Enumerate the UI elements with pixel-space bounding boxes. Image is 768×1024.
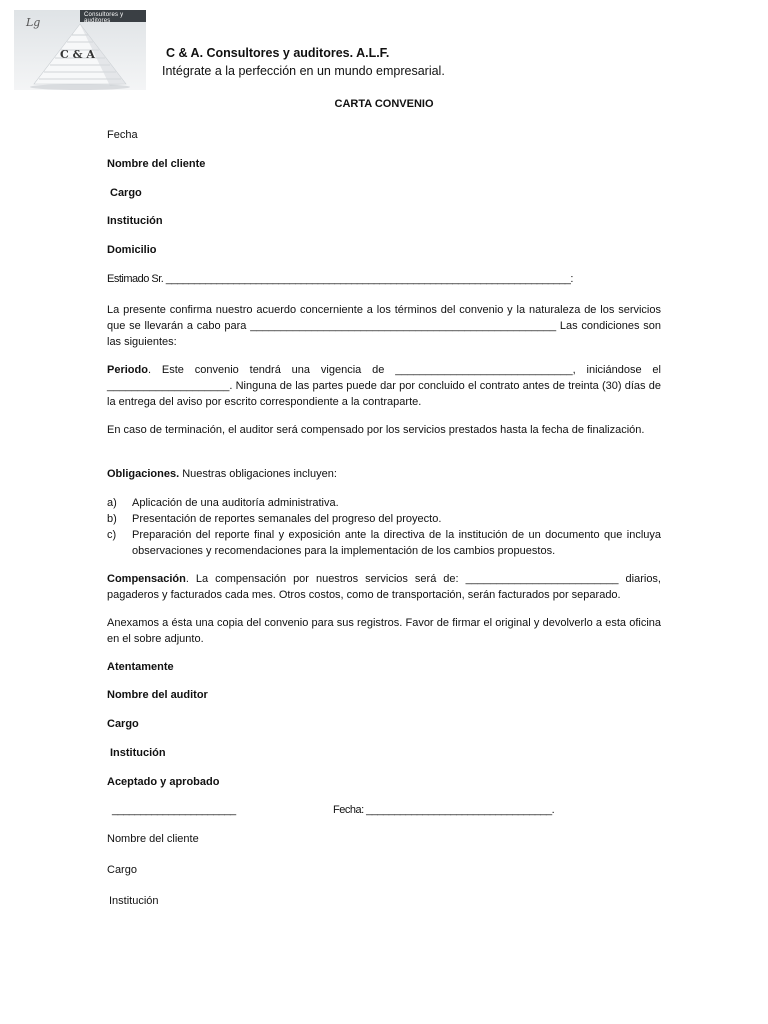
company-slogan: Intégrate a la perfección en un mundo empresarial. [162,64,445,78]
obligaciones-label: Obligaciones. [107,468,180,480]
logo-banner-text: Consultores y auditores [84,12,124,24]
document-title: CARTA CONVENIO [334,98,434,110]
obligaciones-list [107,495,661,559]
periodo-text: . Este convenio tendrá una vigencia de _____________________________, iniciándose el ____________________. Ninguna de las partes puede dar por concluido el contrato antes de treinta (30) días de la entrega del aviso por escrito correspondiente a la contraparte. [107,364,661,408]
closing-aceptado: Aceptado y aprobado [107,776,220,788]
list-item-text: Preparación del reporte final y exposición ante la directiva de la institución de un documento que incluya observaciones y recomendaciones para la implementación de los cambios propuestos. [132,529,661,557]
field-cargo: Cargo [110,187,142,199]
closing-atentamente: Atentamente [107,661,174,673]
list-marker: b) [107,513,117,525]
field-cargo-bottom: Cargo [107,864,137,876]
closing-nombre-auditor: Nombre del auditor [107,689,208,701]
closing-cargo: Cargo [107,718,139,730]
field-domicilio: Domicilio [107,244,157,256]
periodo-label: Periodo [107,364,148,376]
list-item-text: Aplicación de una auditoría administrativa. [132,497,339,509]
salutation-line: Estimado Sr. ________________________________________________________________________: [107,273,573,285]
field-fecha: Fecha [107,129,138,141]
paragraph-compensacion [107,571,661,603]
paragraph-periodo [107,362,661,410]
compensacion-text: . La compensación por nuestros servicios será de: _________________________ diarios, pagaderos y facturados cada mes. Otros costos, como de transportación, serán facturados por separado. [107,573,661,601]
paragraph-anexamos: Anexamos a ésta una copia del convenio para sus registros. Favor de firmar el original y devolverlo a esta oficina en el sobre adjunto. [107,617,661,645]
field-nombre-cliente-bottom: Nombre del cliente [107,833,199,845]
list-item-text: Presentación de reportes semanales del progreso del proyecto. [132,513,442,525]
logo-mark-text: C & A [60,48,95,61]
list-item [107,495,661,511]
paragraph-confirmation: La presente confirma nuestro acuerdo concerniente a los términos del convenio y la naturaleza de los servicios que se llevarán a cabo para __________________________________________________ Las condiciones son las siguientes: [107,304,661,348]
field-institucion-bottom: Institución [109,895,159,907]
field-nombre-cliente: Nombre del cliente [107,158,206,170]
fecha-signature-line: Fecha: _________________________________. [333,804,555,816]
logo-script-text: Lg [26,16,41,29]
compensacion-label: Compensación [107,573,186,585]
paragraph-terminacion: En caso de terminación, el auditor será compensado por los servicios prestados hasta la fecha de finalización. [107,424,645,436]
field-institucion: Institución [107,215,163,227]
company-title: C & A. Consultores y auditores. A.L.F. [166,46,390,60]
list-marker: c) [107,529,117,541]
paragraph-obligaciones [107,466,661,482]
closing-institucion: Institución [110,747,166,759]
company-logo [14,10,146,90]
obligaciones-text: Nuestras obligaciones incluyen: [179,468,337,480]
list-item [107,527,661,559]
list-marker: a) [107,497,117,509]
list-item [107,511,661,527]
signature-line: ______________________ [112,804,236,816]
